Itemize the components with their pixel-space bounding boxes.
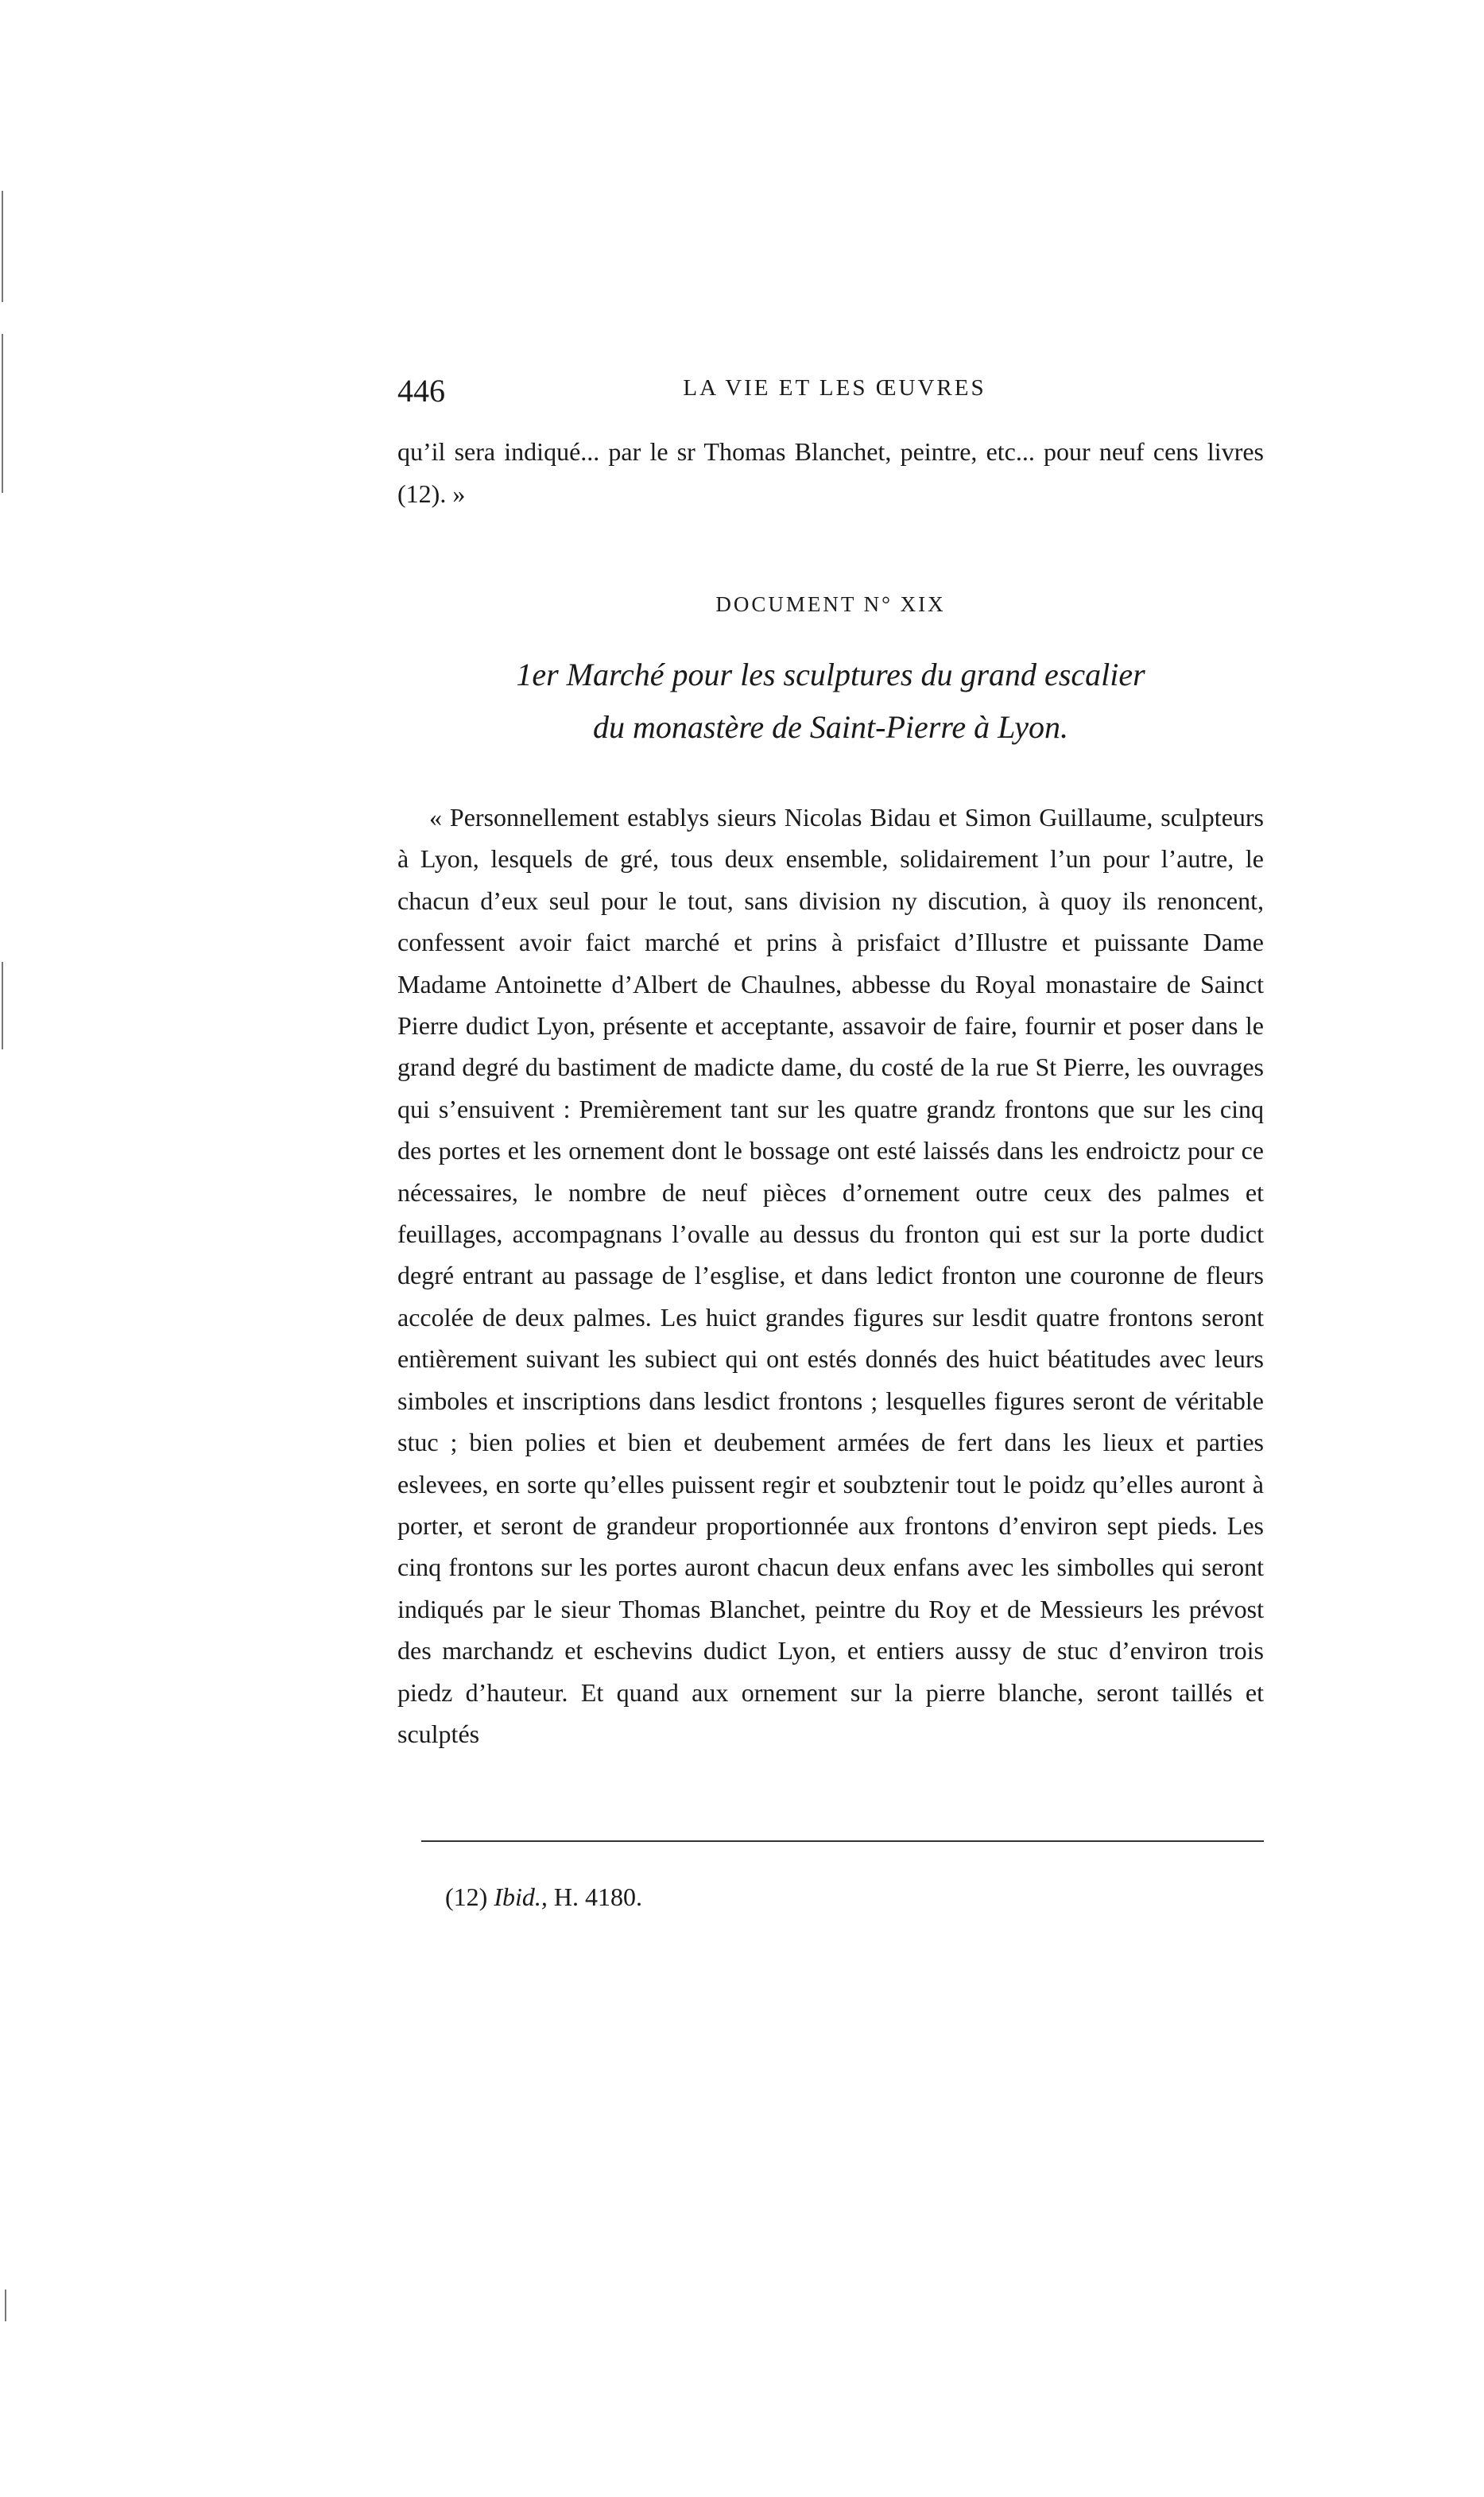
document-title [397,649,1264,754]
footnote [445,1882,1240,1912]
running-title: LA VIE ET LES ŒUVRES [683,375,986,401]
footnote-divider [421,1840,1264,1842]
document-number: DOCUMENT N° XIX [715,592,946,616]
scan-edge-mark [5,2290,6,2321]
scan-edge-mark [2,191,3,302]
body-paragraph: « Personnellement establys sieurs Nicolas Bidau et Simon Guillaume, sculpteurs à Lyon, lesquels de gré, tous deux ensemble, solidairement l’un pour l’autre, le chacun d’eux seul pour le tout, sans division ny discution, à quoy ils renoncent, confessent avoir faict marché et prins à prisfaict d’Illustre et puissante Dame Madame Antoinette d’Albert de Chaulnes, abbesse du Royal monastaire de Sainct Pierre dudict Lyon, présente et acceptante, assavoir de faire, fournir et poser dans le grand degré du bastiment de madicte dame, du costé de la rue St Pierre, les ouvrages qui s’ensuivent : Premièrement tant sur les quatre grandz frontons que sur les cinq des portes et les ornement dont le bossage ont esté laissés dans les endroictz pour ce nécessaires, le nombre de neuf pièces d’ornement outre ceux des palmes et feuillages, accompagnans l’ovalle au dessus du fronton qui est sur la porte dudict degré entrant au passage de l’esglise, et dans ledict fronton une couronne de fleurs accolée de deux palmes. Les huict grandes figures sur lesdit quatre frontons seront entièrement suivant les subiect qui ont estés donnés des huict béatitudes avec leurs simboles et inscriptions dans lesdict frontons ; lesquelles figures seront de véritable stuc ; bien polies et bien et deubement armées de fert dans les lieux et parties eslevees, en sorte qu’elles puissent regir et soubztenir tout le poidz qu’elles auront à porter, et seront de grandeur proportionnée aux frontons d’environ sept pieds. Les cinq frontons sur les portes auront chacun deux enfans avec les simbolles qui seront indiqués par le sieur Thomas Blanchet, peintre du Roy et de Messieurs les prévost des marchandz et eschevins dudict Lyon, et entiers aussy de stuc d’environ trois piedz d’hauteur. Et quand aux ornement sur la pierre blanche, seront taillés et sculptés [397,803,1264,1748]
footnote-text: H. 4180. [553,1882,642,1911]
lead-paragraph: qu’il sera indiqué... par le sr Thomas Blanchet, peintre, etc... pour neuf cens livres (12). » [397,437,1264,508]
document-title-line-1: 1er Marché pour les sculptures du grand escalier [516,657,1145,692]
running-head [397,372,1264,412]
footnote-reference: Ibid., [494,1882,548,1911]
document-body [397,797,1264,1754]
scan-edge-mark [2,334,3,493]
scan-edge-mark [2,962,3,1049]
document-title-line-2: du monastère de Saint-Pierre à Lyon. [593,709,1068,745]
footnote-marker: (12) [445,1882,488,1911]
page-number: 446 [397,373,445,409]
